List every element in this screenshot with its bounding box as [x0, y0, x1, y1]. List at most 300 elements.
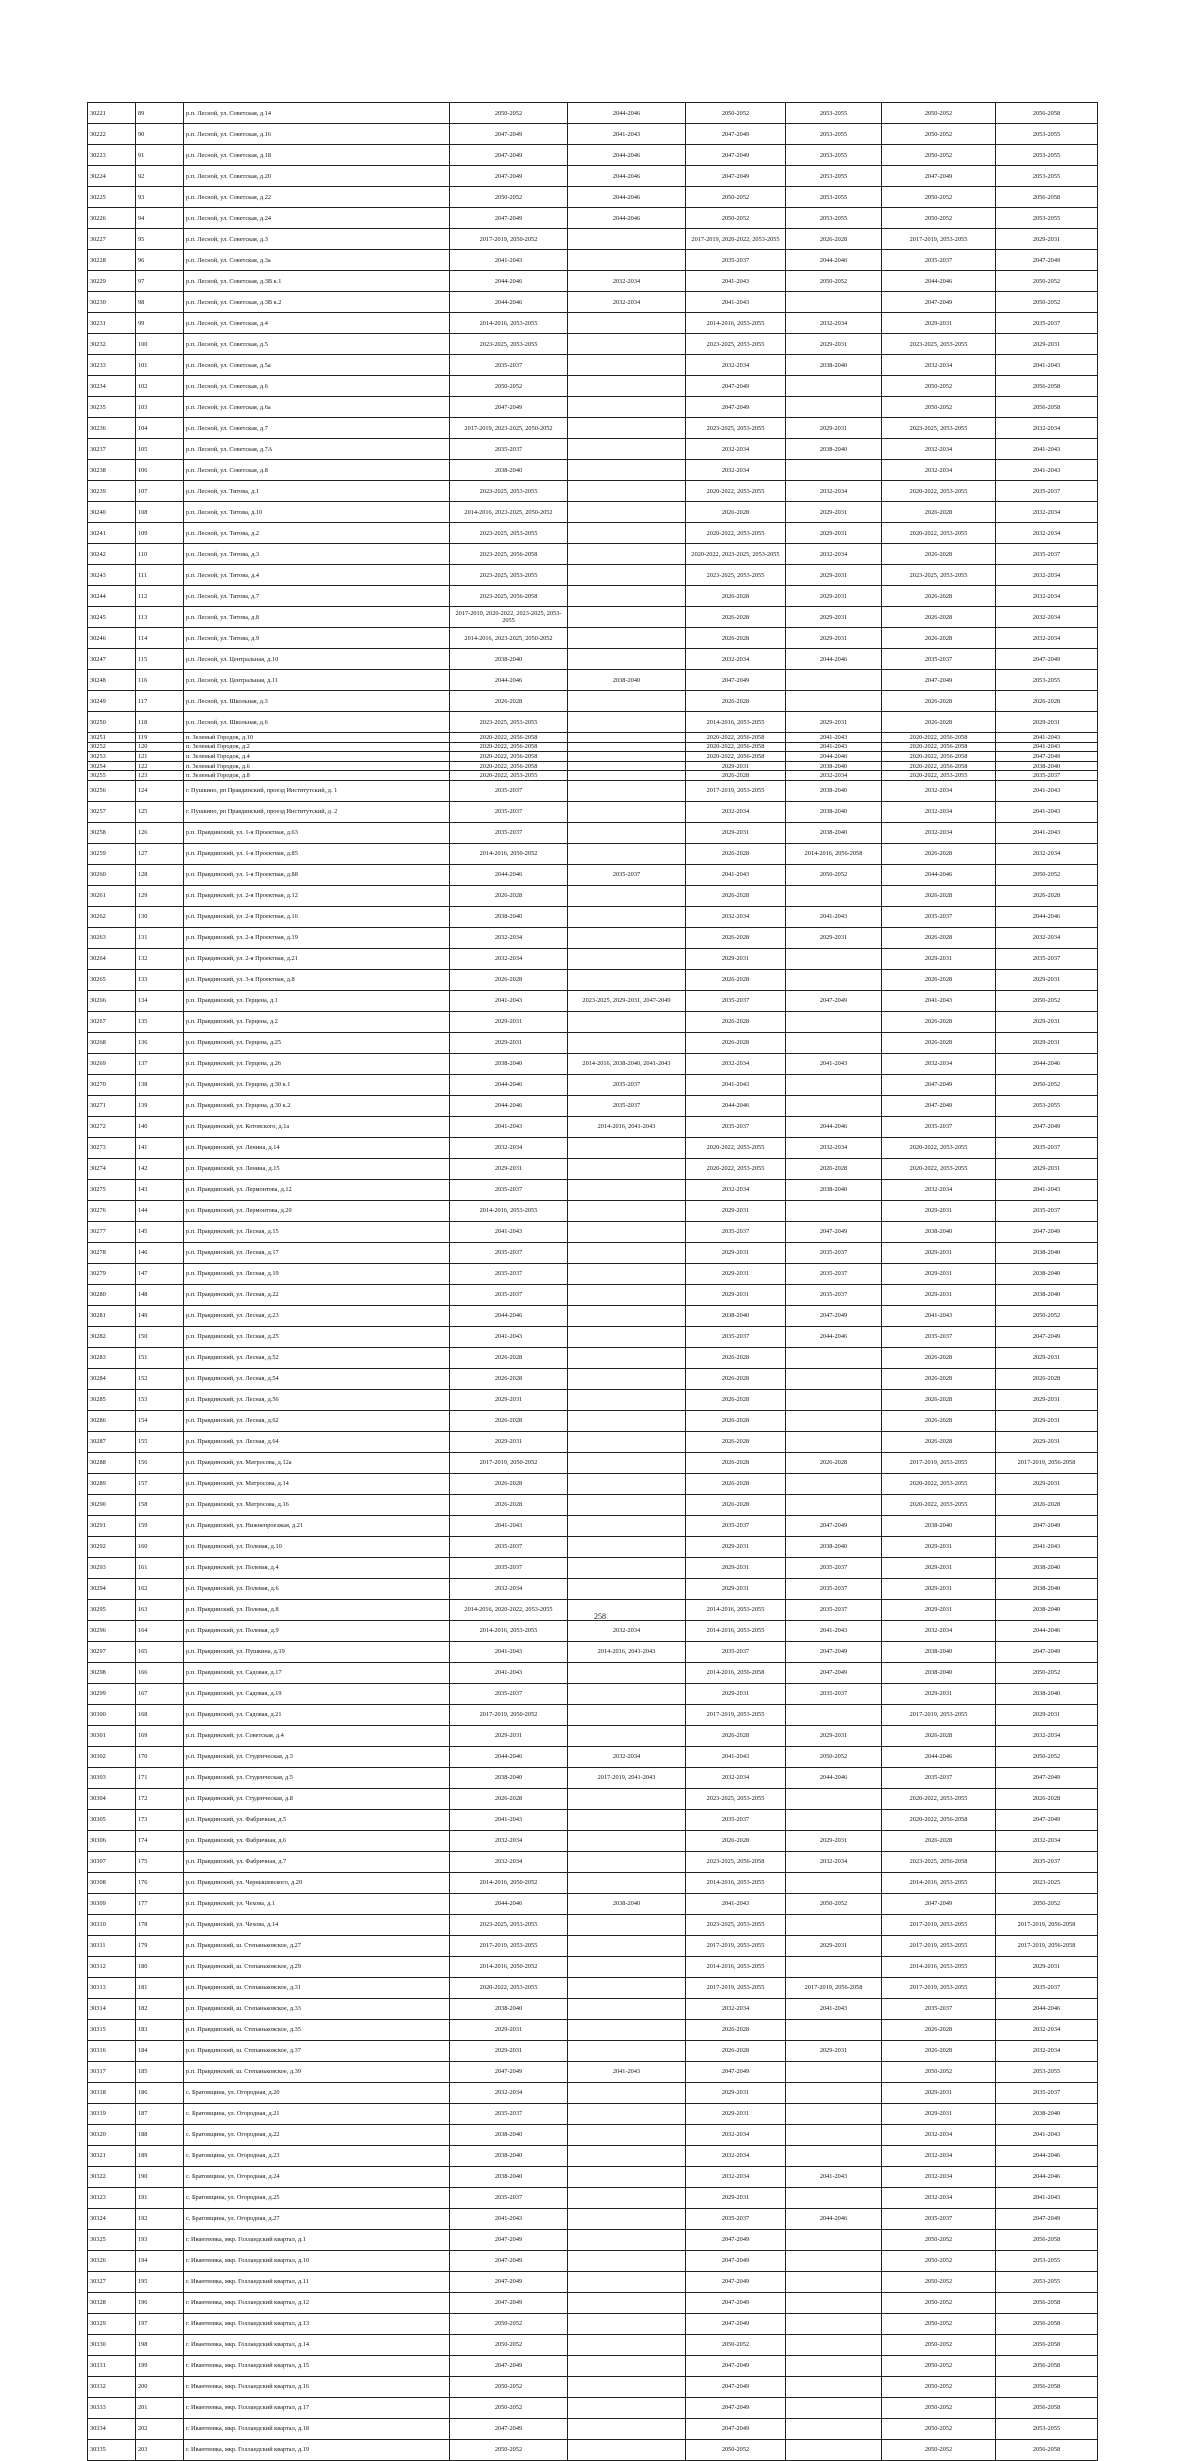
period-5-cell: 2050-2052: [882, 2313, 996, 2334]
period-6-cell: 2044-2046: [996, 1053, 1098, 1074]
period-2-cell: [568, 1998, 686, 2019]
address-cell: р.п. Правдинский, ул. Садовая, д.17: [184, 1662, 450, 1683]
period-3-cell: 2026-2028: [686, 1368, 786, 1389]
period-5-cell: 2050-2052: [882, 2397, 996, 2418]
table-row: [88, 761, 1098, 771]
period-4-cell: 2044-2046: [786, 1326, 882, 1347]
row-number-cell: 148: [136, 1284, 184, 1305]
period-3-cell: 2014-2016, 2056-2058: [686, 1662, 786, 1683]
period-4-cell: 2032-2034: [786, 1137, 882, 1158]
address-cell: р.п. Правдинский, ул. Чехова, д.14: [184, 1914, 450, 1935]
period-1-cell: 2038-2040: [450, 2124, 568, 2145]
address-cell: р.п. Правдинский, ул. 2-я Проектная, д.12: [184, 885, 450, 906]
period-3-cell: 2032-2034: [686, 1767, 786, 1788]
period-4-cell: 2032-2034: [786, 313, 882, 334]
period-3-cell: 2050-2052: [686, 2439, 786, 2460]
row-number-cell: 126: [136, 822, 184, 843]
row-id-cell: 30249: [88, 691, 136, 712]
period-3-cell: 2029-2031: [686, 1242, 786, 1263]
period-5-cell: 2020-2022, 2053-2055: [882, 1494, 996, 1515]
period-5-cell: 2035-2037: [882, 1767, 996, 1788]
period-6-cell: 2029-2031: [996, 1431, 1098, 1452]
period-2-cell: [568, 1179, 686, 1200]
period-6-cell: 2056-2058: [996, 2376, 1098, 2397]
address-cell: р.п. Правдинский, ш. Степаньковское, д.35: [184, 2019, 450, 2040]
row-id-cell: 30261: [88, 885, 136, 906]
period-6-cell: 2035-2037: [996, 313, 1098, 334]
row-number-cell: 160: [136, 1536, 184, 1557]
period-4-cell: [786, 2124, 882, 2145]
period-4-cell: 2038-2040: [786, 439, 882, 460]
period-1-cell: 2035-2037: [450, 2187, 568, 2208]
row-number-cell: 99: [136, 313, 184, 334]
table-row: [88, 145, 1098, 166]
row-id-cell: 30271: [88, 1095, 136, 1116]
period-1-cell: 2020-2022, 2056-2058: [450, 752, 568, 762]
table-row: [88, 103, 1098, 124]
period-6-cell: 2047-2049: [996, 649, 1098, 670]
table-row: [88, 771, 1098, 781]
period-2-cell: [568, 1536, 686, 1557]
address-cell: р.п. Лесной, ул. Советская, д.18: [184, 145, 450, 166]
row-number-cell: 177: [136, 1893, 184, 1914]
period-3-cell: 2026-2028: [686, 502, 786, 523]
address-cell: р.п. Лесной, ул. Советская, д.16: [184, 124, 450, 145]
period-4-cell: 2050-2052: [786, 1893, 882, 1914]
address-cell: р.п. Лесной, ул. Советская, д.8: [184, 460, 450, 481]
period-1-cell: 2041-2043: [450, 990, 568, 1011]
table-row: [88, 2166, 1098, 2187]
period-1-cell: 2047-2049: [450, 2250, 568, 2271]
address-cell: г. Ивантеевка, мкр. Голландский квартал, д.13: [184, 2313, 450, 2334]
period-5-cell: 2020-2022, 2053-2055: [882, 1158, 996, 1179]
period-1-cell: 2044-2046: [450, 292, 568, 313]
period-5-cell: 2050-2052: [882, 2229, 996, 2250]
period-6-cell: 2026-2028: [996, 1788, 1098, 1809]
address-cell: р.п. Правдинский, ул. Герцена, д.25: [184, 1032, 450, 1053]
period-4-cell: 2029-2031: [786, 418, 882, 439]
period-6-cell: 2056-2058: [996, 187, 1098, 208]
period-6-cell: 2035-2037: [996, 1200, 1098, 1221]
address-cell: р.п. Правдинский, ул. 3-я Проектная, д.8: [184, 969, 450, 990]
period-5-cell: 2014-2016, 2053-2055: [882, 1956, 996, 1977]
period-4-cell: 2029-2031: [786, 607, 882, 628]
period-2-cell: [568, 2082, 686, 2103]
period-1-cell: 2026-2028: [450, 885, 568, 906]
period-5-cell: 2047-2049: [882, 166, 996, 187]
period-2-cell: [568, 376, 686, 397]
table-row: [88, 1998, 1098, 2019]
table-row: [88, 948, 1098, 969]
row-id-cell: 30303: [88, 1767, 136, 1788]
row-number-cell: 135: [136, 1011, 184, 1032]
period-2-cell: 2017-2019, 2041-2043: [568, 1767, 686, 1788]
period-2-cell: [568, 1263, 686, 1284]
table-row: [88, 1809, 1098, 1830]
period-6-cell: 2056-2058: [996, 2229, 1098, 2250]
period-4-cell: 2053-2055: [786, 145, 882, 166]
address-cell: р.п. Правдинский, ул. 2-я Проектная, д.21: [184, 948, 450, 969]
period-6-cell: 2017-2019, 2056-2058: [996, 1935, 1098, 1956]
row-number-cell: 144: [136, 1200, 184, 1221]
table-row: [88, 2292, 1098, 2313]
period-6-cell: 2035-2037: [996, 481, 1098, 502]
period-6-cell: 2041-2043: [996, 1536, 1098, 1557]
table-row: [88, 780, 1098, 801]
table-row: [88, 1641, 1098, 1662]
period-2-cell: [568, 1872, 686, 1893]
period-4-cell: 2053-2055: [786, 208, 882, 229]
period-1-cell: 2044-2046: [450, 1305, 568, 1326]
row-number-cell: 164: [136, 1620, 184, 1641]
period-4-cell: 2032-2034: [786, 771, 882, 781]
period-1-cell: 2014-2016, 2053-2055: [450, 313, 568, 334]
period-1-cell: 2029-2031: [450, 1389, 568, 1410]
address-cell: р.п. Правдинский, ул. Лермонтова, д.12: [184, 1179, 450, 1200]
period-5-cell: 2026-2028: [882, 1032, 996, 1053]
period-1-cell: 2029-2031: [450, 1158, 568, 1179]
period-1-cell: 2047-2049: [450, 145, 568, 166]
row-id-cell: 30254: [88, 761, 136, 771]
table-row: [88, 2376, 1098, 2397]
period-4-cell: [786, 1473, 882, 1494]
table-row: [88, 1263, 1098, 1284]
period-3-cell: 2032-2034: [686, 906, 786, 927]
address-cell: р.п. Лесной, ул. Советская, д.20: [184, 166, 450, 187]
period-2-cell: [568, 1515, 686, 1536]
period-3-cell: 2026-2028: [686, 969, 786, 990]
address-cell: р.п. Лесной, ул. Советская, д.5а: [184, 355, 450, 376]
address-cell: р.п. Лесной, ул. Титова, д.8: [184, 607, 450, 628]
address-cell: р.п. Правдинский, ул. Садовая, д.19: [184, 1683, 450, 1704]
row-id-cell: 30257: [88, 801, 136, 822]
period-3-cell: 2023-2025, 2056-2058: [686, 1851, 786, 1872]
period-6-cell: 2056-2058: [996, 2313, 1098, 2334]
period-2-cell: [568, 2040, 686, 2061]
period-3-cell: 2032-2034: [686, 801, 786, 822]
row-number-cell: 142: [136, 1158, 184, 1179]
table-row: [88, 1662, 1098, 1683]
period-4-cell: 2029-2031: [786, 1830, 882, 1851]
address-cell: г. Ивантеевка, мкр. Голландский квартал, д.12: [184, 2292, 450, 2313]
period-5-cell: 2050-2052: [882, 187, 996, 208]
period-6-cell: 2032-2034: [996, 927, 1098, 948]
period-1-cell: 2044-2046: [450, 864, 568, 885]
period-5-cell: 2026-2028: [882, 969, 996, 990]
address-cell: р.п. Правдинский, ул. Котовского, д.1а: [184, 1116, 450, 1137]
row-id-cell: 30327: [88, 2271, 136, 2292]
row-id-cell: 30299: [88, 1683, 136, 1704]
row-id-cell: 30221: [88, 103, 136, 124]
period-6-cell: 2044-2046: [996, 1998, 1098, 2019]
row-id-cell: 30326: [88, 2250, 136, 2271]
period-2-cell: [568, 1389, 686, 1410]
period-1-cell: 2044-2046: [450, 1746, 568, 1767]
period-5-cell: 2029-2031: [882, 1242, 996, 1263]
period-5-cell: 2029-2031: [882, 2082, 996, 2103]
table-row: [88, 1515, 1098, 1536]
period-5-cell: 2041-2043: [882, 990, 996, 1011]
period-2-cell: 2041-2043: [568, 124, 686, 145]
period-6-cell: 2038-2040: [996, 1557, 1098, 1578]
row-id-cell: 30319: [88, 2103, 136, 2124]
row-number-cell: 105: [136, 439, 184, 460]
address-cell: р.п. Правдинский, ул. Лесная, д.52: [184, 1347, 450, 1368]
address-cell: р.п. Правдинский, ш. Степаньковское, д.31: [184, 1977, 450, 1998]
period-2-cell: [568, 1137, 686, 1158]
period-3-cell: 2047-2049: [686, 376, 786, 397]
row-number-cell: 190: [136, 2166, 184, 2187]
period-1-cell: 2044-2046: [450, 1095, 568, 1116]
period-2-cell: [568, 1452, 686, 1473]
period-2-cell: [568, 502, 686, 523]
row-number-cell: 176: [136, 1872, 184, 1893]
table-row: [88, 1368, 1098, 1389]
period-5-cell: 2020-2022, 2056-2058: [882, 761, 996, 771]
table-row: [88, 691, 1098, 712]
table-row: [88, 1557, 1098, 1578]
period-1-cell: 2035-2037: [450, 1536, 568, 1557]
row-number-cell: 93: [136, 187, 184, 208]
period-1-cell: 2026-2028: [450, 1473, 568, 1494]
period-1-cell: 2044-2046: [450, 1893, 568, 1914]
period-3-cell: 2029-2031: [686, 1200, 786, 1221]
period-6-cell: 2056-2058: [996, 397, 1098, 418]
period-3-cell: 2047-2049: [686, 2376, 786, 2397]
row-number-cell: 161: [136, 1557, 184, 1578]
row-number-cell: 156: [136, 1452, 184, 1473]
row-id-cell: 30283: [88, 1347, 136, 1368]
address-cell: р.п. Лесной, ул. Титова, д.7: [184, 586, 450, 607]
period-1-cell: 2032-2034: [450, 1830, 568, 1851]
period-6-cell: 2032-2034: [996, 502, 1098, 523]
period-2-cell: [568, 2439, 686, 2460]
period-6-cell: 2047-2049: [996, 1641, 1098, 1662]
address-cell: г. Пушкино, рп Правдинский, проезд Институтский, д. 1: [184, 780, 450, 801]
row-number-cell: 127: [136, 843, 184, 864]
period-6-cell: 2044-2046: [996, 2145, 1098, 2166]
period-6-cell: 2050-2052: [996, 990, 1098, 1011]
row-number-cell: 98: [136, 292, 184, 313]
row-id-cell: 30305: [88, 1809, 136, 1830]
period-2-cell: [568, 1200, 686, 1221]
period-1-cell: 2029-2031: [450, 2040, 568, 2061]
period-2-cell: [568, 1788, 686, 1809]
period-3-cell: 2041-2043: [686, 1893, 786, 1914]
period-4-cell: [786, 948, 882, 969]
period-2-cell: [568, 1830, 686, 1851]
period-3-cell: 2026-2028: [686, 1347, 786, 1368]
period-5-cell: 2038-2040: [882, 1662, 996, 1683]
row-id-cell: 30290: [88, 1494, 136, 1515]
period-6-cell: 2029-2031: [996, 1473, 1098, 1494]
row-number-cell: 193: [136, 2229, 184, 2250]
address-cell: р.п. Правдинский, ш. Степаньковское, д.39: [184, 2061, 450, 2082]
table-row: [88, 1116, 1098, 1137]
period-5-cell: 2029-2031: [882, 1284, 996, 1305]
address-cell: р.п. Правдинский, ш. Степаньковское, д.37: [184, 2040, 450, 2061]
period-6-cell: 2032-2034: [996, 586, 1098, 607]
period-5-cell: 2050-2052: [882, 2355, 996, 2376]
period-6-cell: 2032-2034: [996, 2019, 1098, 2040]
period-6-cell: 2038-2040: [996, 1578, 1098, 1599]
page-number: 258: [594, 1612, 606, 1621]
period-4-cell: [786, 2376, 882, 2397]
period-5-cell: 2026-2028: [882, 1410, 996, 1431]
period-4-cell: 2044-2046: [786, 1116, 882, 1137]
row-id-cell: 30311: [88, 1935, 136, 1956]
row-number-cell: 188: [136, 2124, 184, 2145]
address-cell: р.п. Правдинский, ул. Чернышевского, д.20: [184, 1872, 450, 1893]
address-cell: р.п. Правдинский, ул. Полевая, д.10: [184, 1536, 450, 1557]
period-4-cell: [786, 1347, 882, 1368]
row-number-cell: 146: [136, 1242, 184, 1263]
period-6-cell: 2038-2040: [996, 1599, 1098, 1620]
period-3-cell: 2047-2049: [686, 2355, 786, 2376]
row-number-cell: 203: [136, 2439, 184, 2460]
period-1-cell: 2038-2040: [450, 649, 568, 670]
period-6-cell: 2017-2019, 2056-2058: [996, 1914, 1098, 1935]
period-2-cell: [568, 885, 686, 906]
period-1-cell: 2032-2034: [450, 1137, 568, 1158]
table-row: [88, 1536, 1098, 1557]
period-4-cell: 2053-2055: [786, 187, 882, 208]
row-number-cell: 138: [136, 1074, 184, 1095]
period-3-cell: 2017-2019, 2053-2055: [686, 1977, 786, 1998]
period-6-cell: 2029-2031: [996, 229, 1098, 250]
period-2-cell: 2044-2046: [568, 145, 686, 166]
address-cell: п. Зеленый Городок, д.8: [184, 771, 450, 781]
period-3-cell: 2044-2046: [686, 1095, 786, 1116]
address-cell: р.п. Лесной, ул. Титова, д.10: [184, 502, 450, 523]
row-id-cell: 30323: [88, 2187, 136, 2208]
address-cell: с. Братовщина, ул. Огородная, д.24: [184, 2166, 450, 2187]
period-5-cell: 2026-2028: [882, 1830, 996, 1851]
period-2-cell: [568, 418, 686, 439]
period-1-cell: 2017-2019, 2050-2052: [450, 229, 568, 250]
table-row: [88, 1431, 1098, 1452]
period-6-cell: 2032-2034: [996, 843, 1098, 864]
period-4-cell: [786, 1074, 882, 1095]
period-1-cell: 2050-2052: [450, 103, 568, 124]
address-cell: р.п. Лесной, ул. Советская, д.6: [184, 376, 450, 397]
period-2-cell: [568, 2397, 686, 2418]
period-5-cell: 2026-2028: [882, 502, 996, 523]
period-6-cell: 2035-2037: [996, 544, 1098, 565]
period-3-cell: 2026-2028: [686, 885, 786, 906]
period-1-cell: 2032-2034: [450, 1851, 568, 1872]
period-2-cell: [568, 544, 686, 565]
period-4-cell: 2038-2040: [786, 822, 882, 843]
period-5-cell: 2029-2031: [882, 1200, 996, 1221]
period-4-cell: 2032-2034: [786, 544, 882, 565]
period-2-cell: 2044-2046: [568, 208, 686, 229]
period-4-cell: 2050-2052: [786, 271, 882, 292]
period-6-cell: 2053-2055: [996, 166, 1098, 187]
period-2-cell: 2038-2040: [568, 1893, 686, 1914]
row-id-cell: 30235: [88, 397, 136, 418]
row-id-cell: 30265: [88, 969, 136, 990]
period-2-cell: 2044-2046: [568, 187, 686, 208]
period-1-cell: 2041-2043: [450, 1326, 568, 1347]
address-cell: р.п. Правдинский, ул. Полевая, д.9: [184, 1620, 450, 1641]
row-number-cell: 117: [136, 691, 184, 712]
period-2-cell: [568, 2313, 686, 2334]
row-id-cell: 30276: [88, 1200, 136, 1221]
period-2-cell: [568, 334, 686, 355]
period-5-cell: 2050-2052: [882, 2334, 996, 2355]
period-2-cell: [568, 927, 686, 948]
period-1-cell: 2035-2037: [450, 780, 568, 801]
period-6-cell: 2053-2055: [996, 2250, 1098, 2271]
period-1-cell: 2014-2016, 2023-2025, 2050-2052: [450, 502, 568, 523]
period-2-cell: [568, 2145, 686, 2166]
period-1-cell: 2023-2025, 2056-2058: [450, 586, 568, 607]
address-cell: с. Братовщина, ул. Огородная, д.27: [184, 2208, 450, 2229]
row-number-cell: 101: [136, 355, 184, 376]
period-4-cell: 2047-2049: [786, 1662, 882, 1683]
period-2-cell: [568, 906, 686, 927]
row-number-cell: 184: [136, 2040, 184, 2061]
period-6-cell: 2056-2058: [996, 376, 1098, 397]
period-6-cell: 2032-2034: [996, 607, 1098, 628]
period-3-cell: 2020-2022, 2053-2055: [686, 523, 786, 544]
period-3-cell: 2050-2052: [686, 2334, 786, 2355]
period-6-cell: 2047-2049: [996, 752, 1098, 762]
period-5-cell: 2050-2052: [882, 2439, 996, 2460]
period-5-cell: 2026-2028: [882, 927, 996, 948]
row-number-cell: 182: [136, 1998, 184, 2019]
period-1-cell: 2029-2031: [450, 1431, 568, 1452]
period-1-cell: 2026-2028: [450, 1347, 568, 1368]
row-number-cell: 167: [136, 1683, 184, 1704]
period-2-cell: [568, 2124, 686, 2145]
row-id-cell: 30335: [88, 2439, 136, 2460]
period-5-cell: 2026-2028: [882, 607, 996, 628]
row-number-cell: 145: [136, 1221, 184, 1242]
row-id-cell: 30286: [88, 1410, 136, 1431]
period-4-cell: 2038-2040: [786, 761, 882, 771]
period-6-cell: 2035-2037: [996, 1977, 1098, 1998]
row-number-cell: 168: [136, 1704, 184, 1725]
period-1-cell: 2038-2040: [450, 2145, 568, 2166]
period-2-cell: [568, 2019, 686, 2040]
period-1-cell: 2050-2052: [450, 2334, 568, 2355]
period-2-cell: [568, 2271, 686, 2292]
period-4-cell: [786, 885, 882, 906]
table-row: [88, 1305, 1098, 1326]
period-3-cell: 2023-2025, 2053-2055: [686, 565, 786, 586]
period-6-cell: 2050-2052: [996, 1662, 1098, 1683]
period-3-cell: 2026-2028: [686, 927, 786, 948]
row-id-cell: 30281: [88, 1305, 136, 1326]
row-number-cell: 196: [136, 2292, 184, 2313]
period-5-cell: 2032-2034: [882, 1053, 996, 1074]
row-id-cell: 30246: [88, 628, 136, 649]
period-5-cell: 2017-2019, 2053-2055: [882, 1977, 996, 1998]
row-number-cell: 107: [136, 481, 184, 502]
period-4-cell: 2050-2052: [786, 1746, 882, 1767]
period-6-cell: 2050-2052: [996, 1746, 1098, 1767]
table-row: [88, 523, 1098, 544]
period-6-cell: 2038-2040: [996, 761, 1098, 771]
address-cell: г. Ивантеевка, мкр. Голландский квартал, д.1: [184, 2229, 450, 2250]
period-1-cell: 2038-2040: [450, 1998, 568, 2019]
row-id-cell: 30239: [88, 481, 136, 502]
period-5-cell: 2032-2034: [882, 801, 996, 822]
row-number-cell: 130: [136, 906, 184, 927]
period-2-cell: 2044-2046: [568, 103, 686, 124]
